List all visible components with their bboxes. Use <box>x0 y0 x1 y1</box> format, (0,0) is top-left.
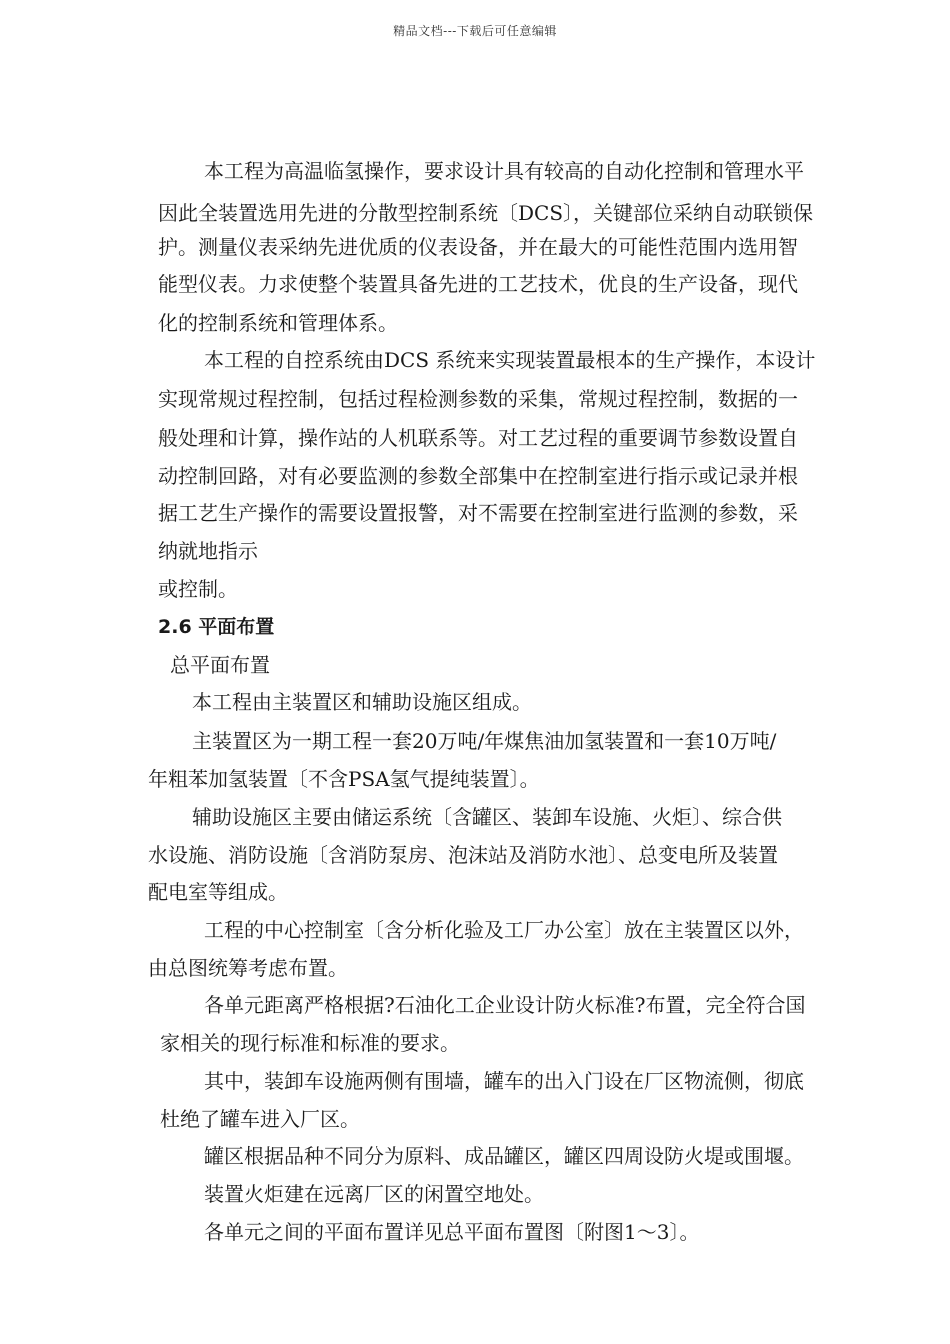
text-line: 各单元之间的平面布置详见总平面布置图〔附图1～3〕。 <box>204 1220 700 1244</box>
subsection-heading: 总平面布置 <box>170 653 270 677</box>
text-line: 工程的中心控制室〔含分析化验及工厂办公室〕放在主装置区以外， <box>204 918 804 942</box>
text-line: 因此全装置选用先进的分散型控制系统〔DCS〕，关键部位采纳自动联锁保 <box>158 201 814 225</box>
text-line: 实现常规过程控制，包括过程检测参数的采集，常规过程控制，数据的一 <box>158 387 798 411</box>
text-line: 各单元距离严格根据?石油化工企业设计防火标准?布置，完全符合国 <box>204 993 806 1017</box>
text-line: 本工程的自控系统由DCS 系统来实现装置最根本的生产操作，本设计 <box>204 348 816 372</box>
text-line: 动控制回路，对有必要监测的参数全部集中在控制室进行指示或记录并根 <box>158 464 798 488</box>
text-line: 能型仪表。力求使整个装置具备先进的工艺技术，优良的生产设备，现代 <box>158 272 798 296</box>
text-line: 罐区根据品种不同分为原料、成品罐区，罐区四周设防火堤或围堰。 <box>204 1144 804 1168</box>
section-heading: 2.6 平面布置 <box>158 616 275 638</box>
text-line: 年粗苯加氢装置〔不含PSA氢气提纯装置〕。 <box>148 767 540 791</box>
text-line: 或控制。 <box>158 577 238 601</box>
text-line: 主装置区为一期工程一套20万吨/年煤焦油加氢装置和一套10万吨/ <box>192 729 777 753</box>
text-line: 家相关的现行标准和标准的要求。 <box>160 1031 460 1055</box>
text-line: 辅助设施区主要由储运系统〔含罐区、装卸车设施、火炬〕、综合供 <box>192 805 782 829</box>
text-line: 其中，装卸车设施两侧有围墙，罐车的出入门设在厂区物流侧，彻底 <box>204 1069 804 1093</box>
text-line: 据工艺生产操作的需要设置报警，对不需要在控制室进行监测的参数，采 <box>158 501 798 525</box>
text-line: 化的控制系统和管理体系。 <box>158 311 398 335</box>
text-line: 装置火炬建在远离厂区的闲置空地处。 <box>204 1182 544 1206</box>
text-line: 配电室等组成。 <box>148 880 288 904</box>
text-line: 杜绝了罐车进入厂区。 <box>160 1107 360 1131</box>
text-line: 本工程为高温临氢操作，要求设计具有较高的自动化控制和管理水平 <box>204 159 804 183</box>
text-line: 水设施、消防设施〔含消防泵房、泡沫站及消防水池〕、总变电所及装置 <box>148 843 778 867</box>
text-line: 护。测量仪表采纳先进优质的仪表设备，并在最大的可能性范围内选用智 <box>158 235 798 259</box>
text-line: 纳就地指示 <box>158 539 258 563</box>
page-header: 精品文档---下载后可任意编辑 <box>393 24 557 38</box>
text-line: 本工程由主装置区和辅助设施区组成。 <box>192 690 532 714</box>
text-line: 般处理和计算，操作站的人机联系等。对工艺过程的重要调节参数设置自 <box>158 426 798 450</box>
text-line: 由总图统筹考虑布置。 <box>148 956 348 980</box>
